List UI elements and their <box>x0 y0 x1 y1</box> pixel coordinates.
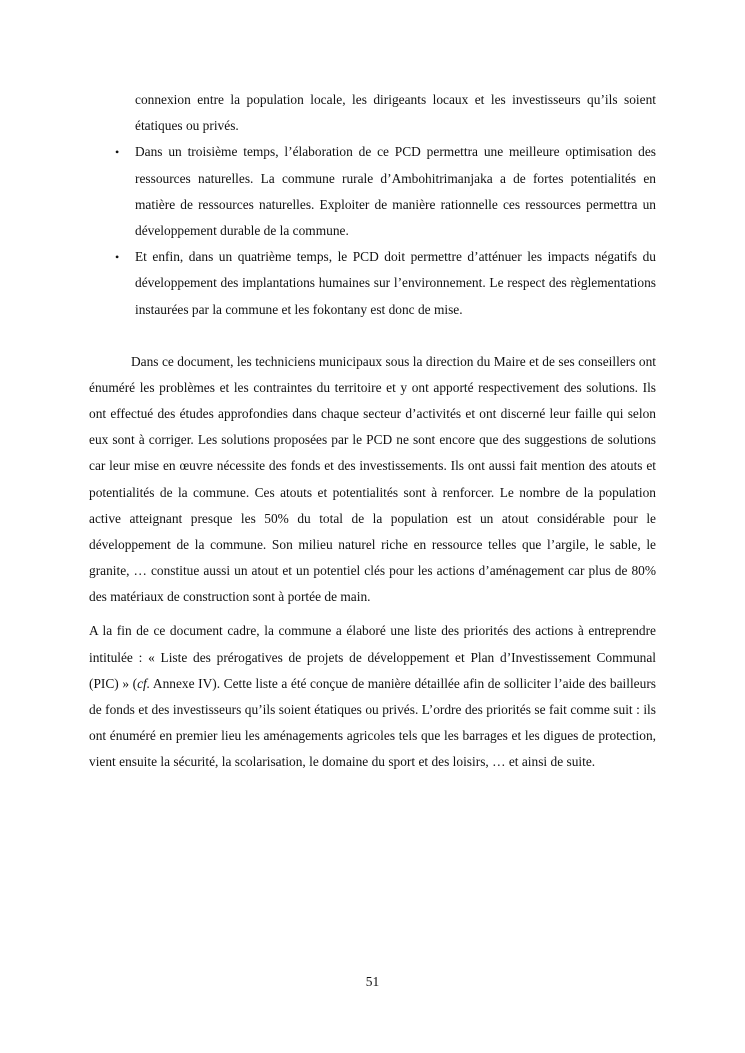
page-body <box>89 87 656 776</box>
bullet-list <box>89 139 656 322</box>
page-number: 51 <box>365 974 380 989</box>
bullet-icon: • <box>115 250 120 265</box>
bullet-text: Dans un troisième temps, l’élaboration de ce PCD permettra une meilleure optimisation des ressources naturelles. La commune rurale d’Ambohitrimanjaka a de fortes potentialités en matière de ressources naturelles. Exploiter de manière rationnelle ces ressources permettra un développement durable de la commune. <box>135 144 656 239</box>
paragraph-priority-text-2: Annexe IV). Cette liste a été conçue de manière détaillée afin de solliciter l’aide des bailleurs de fonds et des investisseurs qu’ils soient étatiques ou privés. L’ordre des priorités se fait comme suit : ils ont énuméré en premier lieu les aménagements agricoles tels que les barrages et les digues de protection, vient ensuite la sécurité, la scolarisation, le domaine du sport et des loisirs, … et ainsi de suite. <box>89 675 656 770</box>
bullet-item-fourth <box>89 244 656 323</box>
bullet-text: Et enfin, dans un quatrième temps, le PCD doit permettre d’atténuer les impacts négatifs du développement des implantations humaines sur l’environnement. Le respect des règlementations instaurées par la commune et les fokontany est donc de mise. <box>135 249 656 317</box>
bullet-item-third <box>89 139 656 244</box>
bullet-icon: • <box>115 145 120 160</box>
continuation-text: connexion entre la population locale, les dirigeants locaux et les investisseurs qu’ils soient étatiques ou privés. <box>135 92 656 134</box>
paragraph-document-summary: Dans ce document, les techniciens municipaux sous la direction du Maire et de ses conseillers ont énuméré les problèmes et les contraintes du territoire et y ont apporté respectivement des solutions. Ils ont effectué des études approfondies dans chaque secteur d’activités et ont discerné leur faille qui selon eux sont à corriger. Les solutions proposées par le PCD ne sont encore que des suggestions de solutions car leur mise en œuvre nécessite des fonds et des investissements. Ils ont aussi fait mention des atouts et potentialités de la commune. Ces atouts et potentialités sont à renforcer. Le nombre de la population active atteignant presque les 50% du total de la population est un atout considérable pour le développement de la commune. Son milieu naturel riche en ressource telles que l’argile, le sable, le granite, … constitue aussi un atout et un potentiel clés pour les actions d’aménagement car plus de 80% des matériaux de construction sont à portée de main. <box>89 353 656 605</box>
paragraph-priority-text-1: A la fin de ce document cadre, la commune a élaboré une liste des priorités des actions à entreprendre intitulée : « Liste des prérogatives de projets de développement et Plan d’Investissement Communal (PIC) » ( <box>89 623 656 691</box>
cf-abbreviation: cf. <box>137 675 151 691</box>
paragraph-priority-list <box>89 618 656 775</box>
